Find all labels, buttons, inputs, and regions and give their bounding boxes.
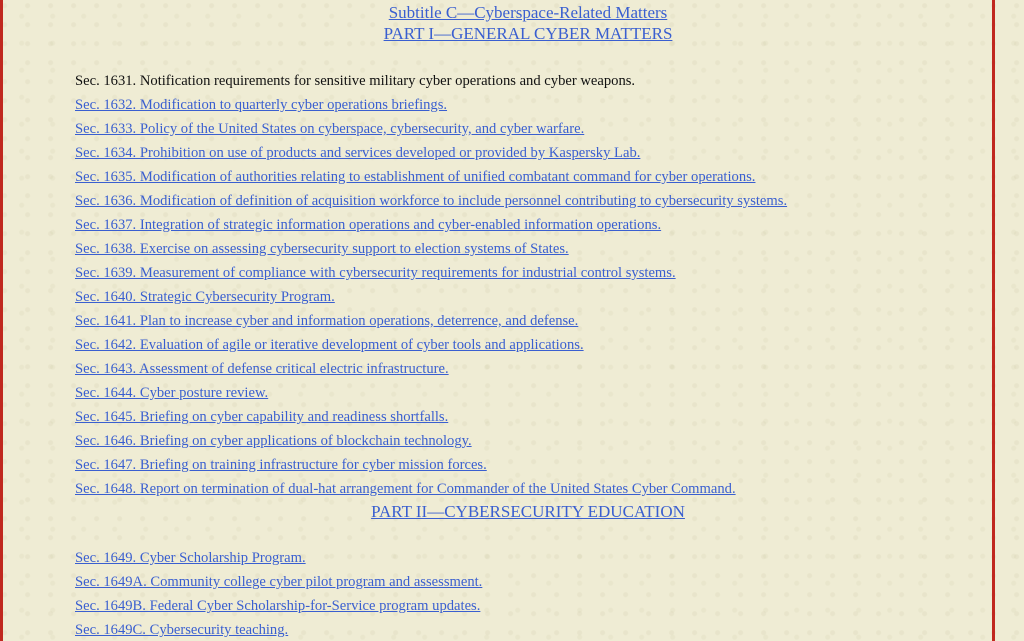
section-link-1643[interactable]: Sec. 1643. Assessment of defense critical electric infrastructure. [75, 361, 449, 377]
part2-heading-link[interactable]: PART II—CYBERSECURITY EDUCATION [371, 502, 685, 521]
section-link-1645[interactable]: Sec. 1645. Briefing on cyber capability and readiness shortfalls. [75, 409, 449, 425]
section-link-1649a[interactable]: Sec. 1649A. Community college cyber pilot program and assessment. [75, 574, 483, 590]
section-link-1632[interactable]: Sec. 1632. Modification to quarterly cyber operations briefings. [75, 97, 448, 113]
section-link-1639[interactable]: Sec. 1639. Measurement of compliance with cybersecurity requirements for industrial control systems. [75, 265, 676, 281]
section-link-1648[interactable]: Sec. 1648. Report on termination of dual-hat arrangement for Commander of the United States Cyber Command. [75, 481, 736, 497]
section-link-1640[interactable]: Sec. 1640. Strategic Cybersecurity Program. [75, 289, 335, 305]
section-link-1641[interactable]: Sec. 1641. Plan to increase cyber and information operations, deterrence, and defense. [75, 313, 579, 329]
section-link-1638[interactable]: Sec. 1638. Exercise on assessing cybersecurity support to election systems of States. [75, 241, 569, 257]
section-link-1635[interactable]: Sec. 1635. Modification of authorities relating to establishment of unified combatant command for cyber operations. [75, 169, 756, 185]
right-border [992, 0, 995, 641]
section-link-1637[interactable]: Sec. 1637. Integration of strategic information operations and cyber-enabled information operations. [75, 217, 662, 233]
subtitle-heading-link[interactable]: Subtitle C—Cyberspace-Related Matters [388, 3, 668, 22]
part1-heading-link[interactable]: PART I—GENERAL CYBER MATTERS [383, 24, 673, 43]
section-1631: Sec. 1631. Notification requirements for sensitive military cyber operations and cyber weapons. [75, 73, 636, 89]
section-link-1646[interactable]: Sec. 1646. Briefing on cyber applications of blockchain technology. [75, 433, 472, 449]
section-link-1633[interactable]: Sec. 1633. Policy of the United States on cyberspace, cybersecurity, and cyber warfare. [75, 121, 585, 137]
section-link-1634[interactable]: Sec. 1634. Prohibition on use of products and services developed or provided by Kaspersky Lab. [75, 145, 641, 161]
section-link-1649[interactable]: Sec. 1649. Cyber Scholarship Program. [75, 550, 306, 566]
section-link-1649b[interactable]: Sec. 1649B. Federal Cyber Scholarship-for-Service program updates. [75, 598, 481, 614]
section-link-1642[interactable]: Sec. 1642. Evaluation of agile or iterative development of cyber tools and applications. [75, 337, 584, 353]
section-link-1647[interactable]: Sec. 1647. Briefing on training infrastructure for cyber mission forces. [75, 457, 487, 473]
section-link-1636[interactable]: Sec. 1636. Modification of definition of acquisition workforce to include personnel contributing to cybersecurity systems. [75, 193, 788, 209]
section-link-1649c[interactable]: Sec. 1649C. Cybersecurity teaching. [75, 622, 289, 638]
section-link-1644[interactable]: Sec. 1644. Cyber posture review. [75, 385, 269, 401]
left-border [0, 0, 3, 641]
